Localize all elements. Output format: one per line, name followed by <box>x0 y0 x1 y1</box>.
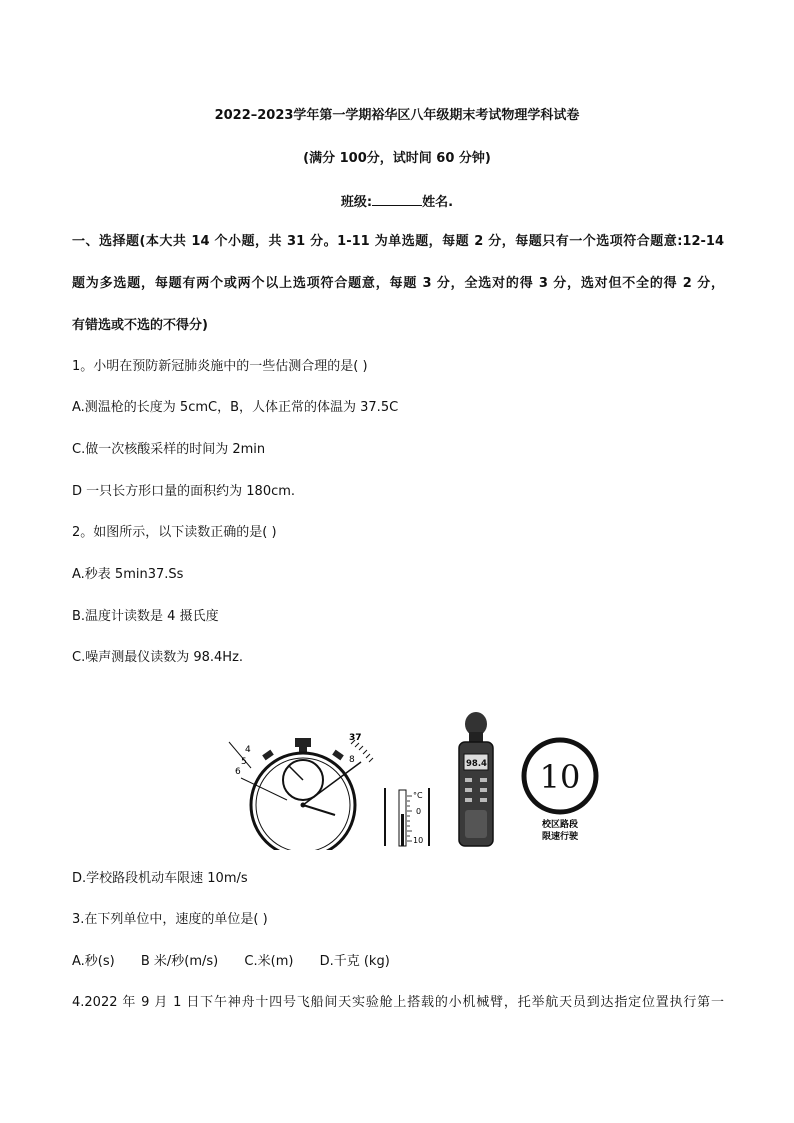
speed-limit-sign-icon <box>524 740 596 842</box>
q3-option-d: D.千克 (kg) <box>319 954 390 969</box>
q2-option-c: C.噪声测最仪读数为 98.4Hz. <box>72 650 244 665</box>
q2-stem: 2。如图所示，以下读数正确的是( ) <box>72 525 277 540</box>
q2-option-b: B.温度计读数是 4 摄氏度 <box>72 609 219 624</box>
thermometer-icon <box>385 788 429 846</box>
class-name-line <box>0 193 794 211</box>
stopwatch-big-label-8: 8 <box>349 755 355 765</box>
q3-option-a: A.秒(s) <box>72 954 115 969</box>
q3-stem: 3.在下列单位中，速度的单位是( ) <box>72 912 268 927</box>
class-label: 班级: <box>340 195 373 210</box>
section1-instructions-line1: 一、选择题(本大共 14 个小题，共 31 分。1-11 为单选题，每题 2 分，每题只有一个选项符合题意:12-14 <box>72 234 724 249</box>
stopwatch-small-label-5: 5 <box>241 757 247 767</box>
q2-option-d: D.学校路段机动车限速 10m/s <box>72 871 248 886</box>
stopwatch-small-label-4: 4 <box>245 745 251 755</box>
section1-instructions-line3: 有错选或不选的不得分) <box>72 318 208 333</box>
sign-caption-line2: 限速行驶 <box>541 832 579 842</box>
class-blank <box>372 193 422 206</box>
q1-option-c: C.做一次核酸采样的时间为 2min <box>72 442 266 457</box>
q1-option-a: A.测温枪的长度为 5cmC，B，人体正常的体温为 37.5C <box>72 400 399 415</box>
section1-instructions-line2: 题为多选题，每题有两个或两个以上选项符合题意，每题 3 分，全选对的得 3 分，选对但不全的得 2 分， <box>72 276 724 291</box>
name-label: 姓名. <box>422 195 454 210</box>
sign-caption-line1: 校区路段 <box>541 820 579 830</box>
thermo-unit-label: °C <box>413 791 423 800</box>
thermo-label-10: 10 <box>413 836 424 845</box>
exam-subtitle: (满分 100分，试时间 60 分钟) <box>303 151 491 166</box>
stopwatch-icon <box>229 733 373 850</box>
q3-options <box>72 954 412 970</box>
sound-meter-icon <box>459 712 493 846</box>
q2-figure <box>225 710 605 850</box>
q1-option-d: D 一只长方形口量的面积约为 180cm. <box>72 484 296 499</box>
meter-reading: 98.4 <box>466 759 487 769</box>
stopwatch-small-label-6: 6 <box>235 767 241 777</box>
stopwatch-big-label-37: 37 <box>349 733 362 743</box>
q2-option-a: A.秒表 5min37.Ss <box>72 567 184 582</box>
q3-option-b: B 米/秒(m/s) <box>140 954 219 969</box>
exam-title: 2022–2023学年第一学期裕华区八年级期末考试物理学科试卷 <box>214 108 580 123</box>
q3-option-c: C.米(m) <box>244 954 294 969</box>
q4-stem: 4.2022 年 9 月 1 日下午神舟十四号飞船间天实验舱上搭载的小机械臂，托举航天员到达指定位置执行第一 <box>72 995 724 1010</box>
speed-limit-number: 10 <box>539 758 581 796</box>
thermo-label-0: 0 <box>416 807 422 816</box>
q1-stem: 1。小明在预防新冠肺炎施中的一些估测合理的是( ) <box>72 359 368 374</box>
